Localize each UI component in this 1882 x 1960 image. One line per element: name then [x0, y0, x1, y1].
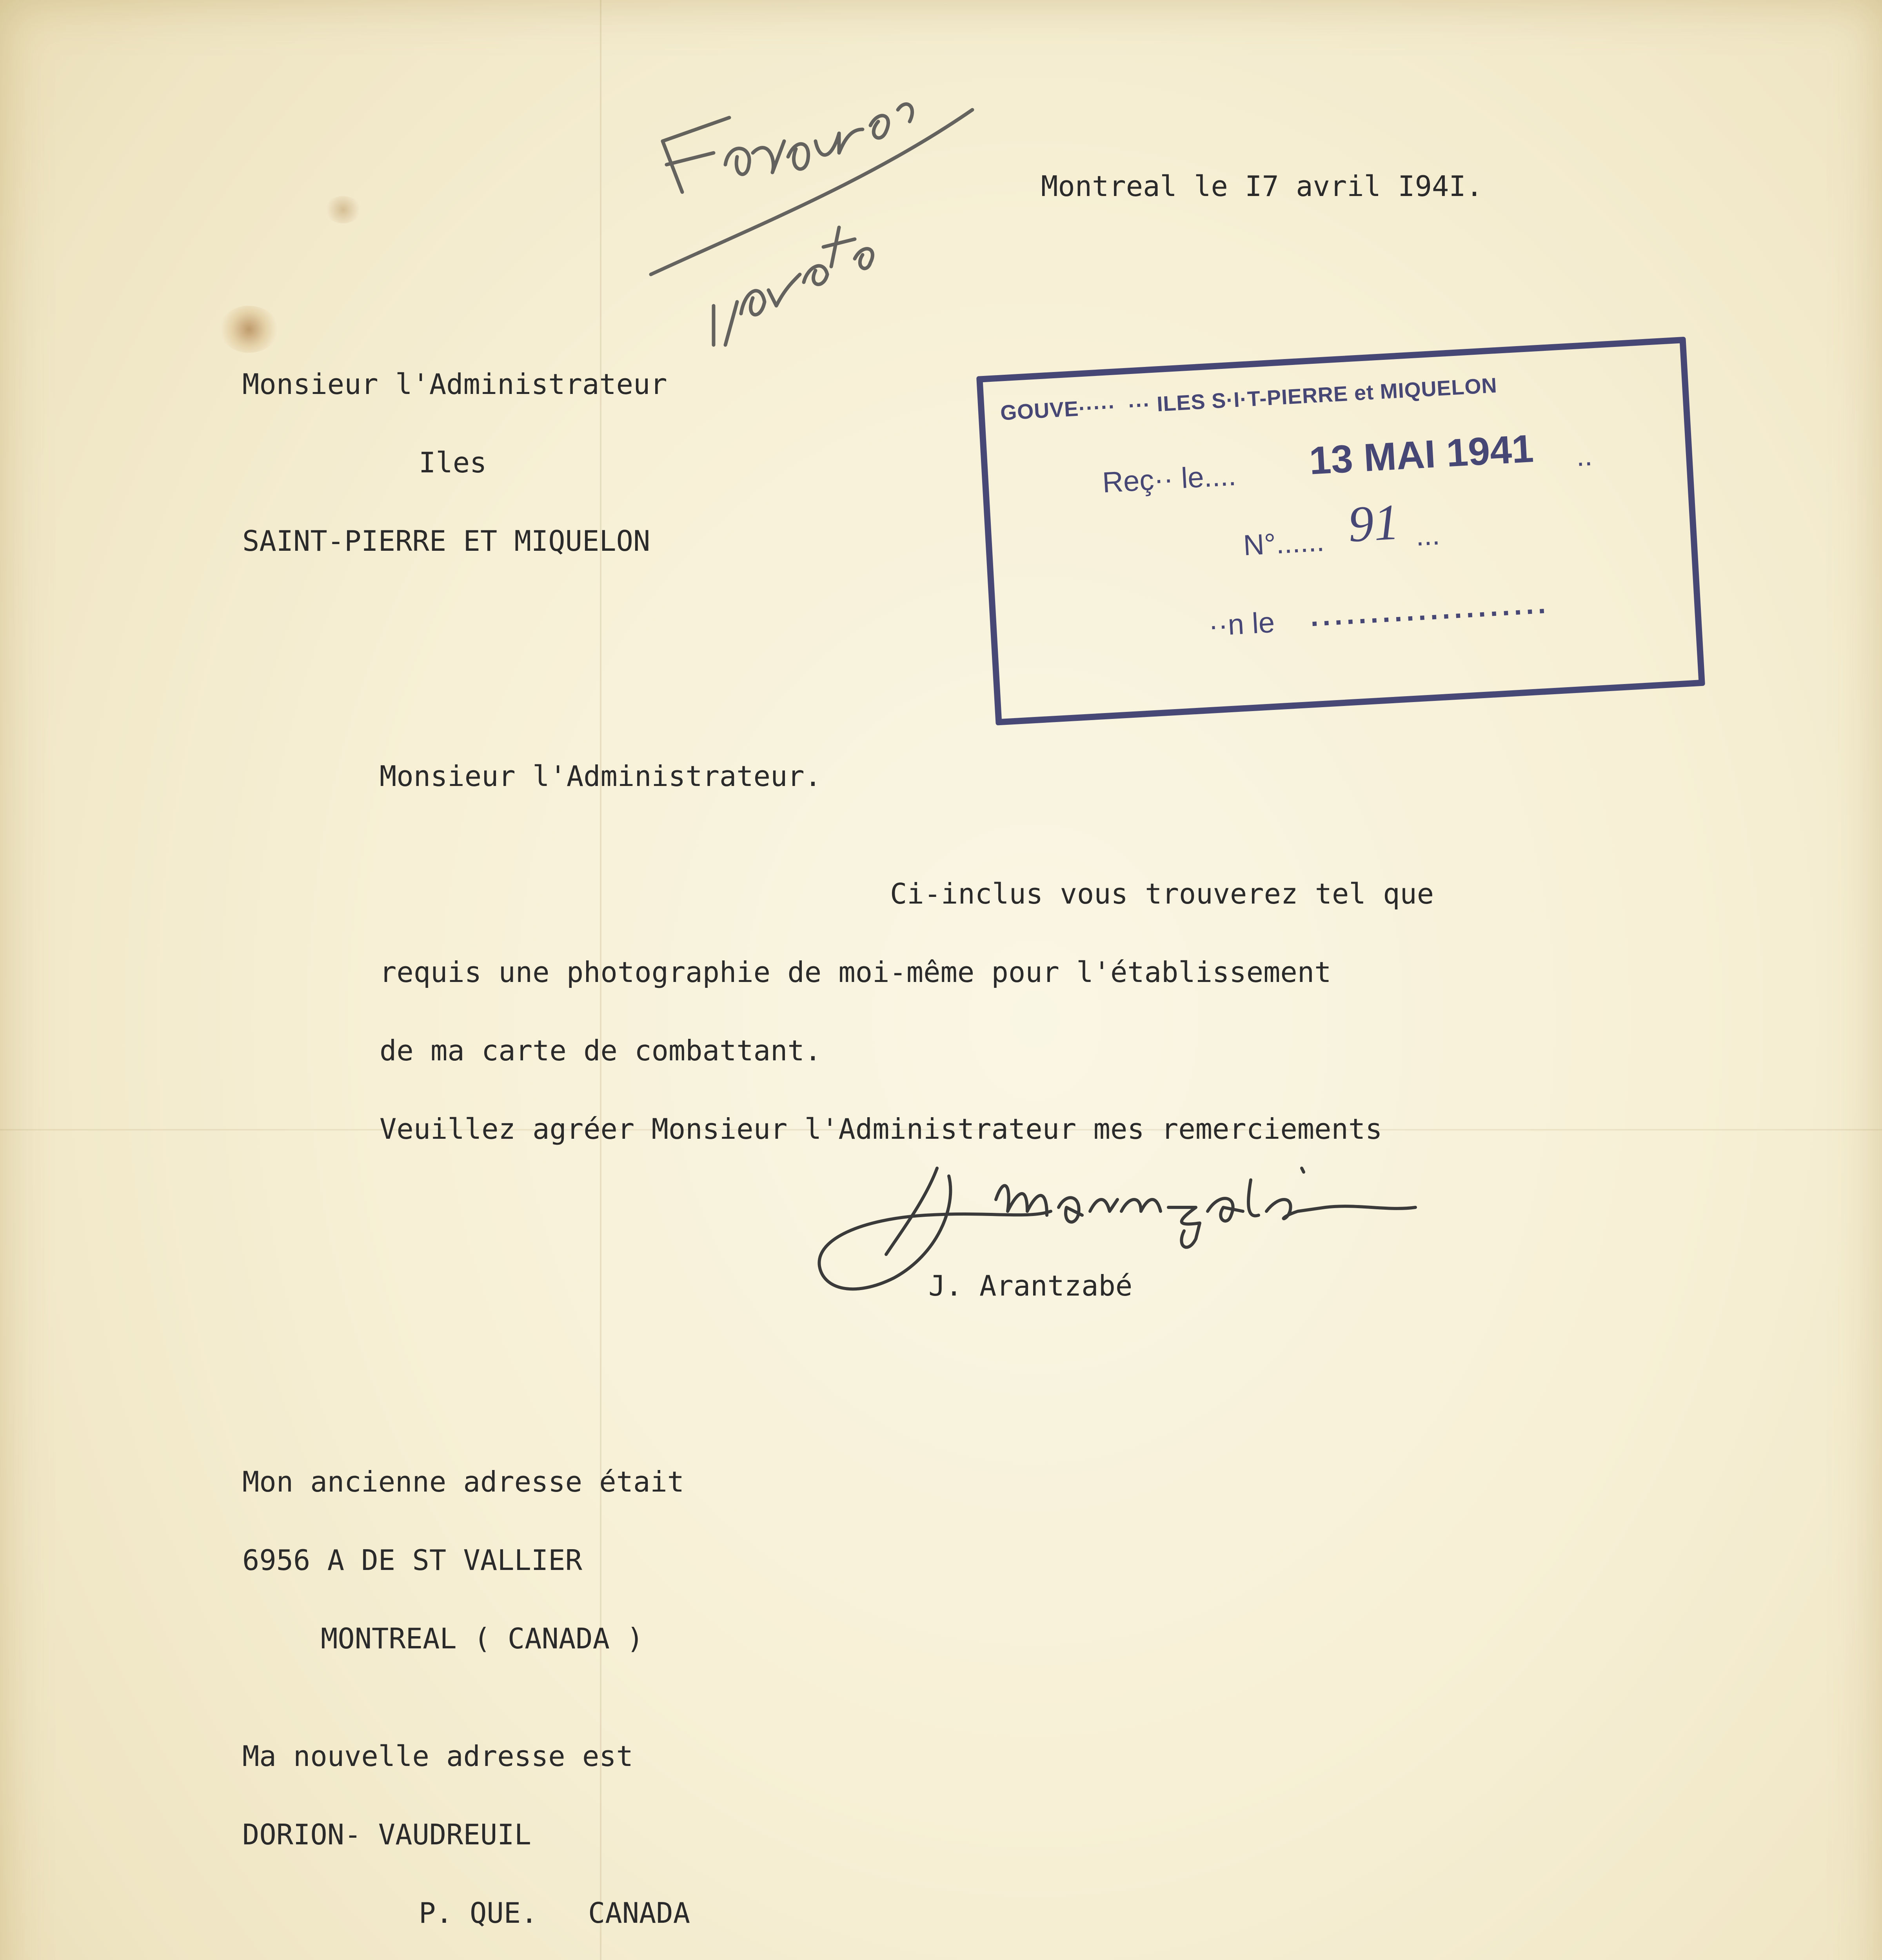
pencil-annotation	[635, 63, 988, 368]
stamp-answer-label: ··n le	[1208, 606, 1276, 642]
recipient-line1: Monsieur l'Administrateur	[242, 368, 667, 401]
new-address-province: P. QUE.	[419, 1896, 538, 1929]
old-address-city: MONTREAL ( CANADA )	[321, 1622, 644, 1655]
body-line3: de ma carte de combattant.	[380, 1034, 822, 1067]
stamp-number-trail: ...	[1415, 518, 1441, 552]
stamp-header: GOUVE····· ··· ILES S·I·T-PIERRE et MIQUELON	[999, 373, 1498, 425]
stamp-number-label: N°......	[1242, 524, 1325, 562]
reception-stamp	[976, 337, 1705, 726]
body-line1: Ci-inclus vous trouverez tel que	[890, 877, 1434, 910]
body-line2: requis une photographie de moi-même pour l'établissement	[380, 956, 1332, 989]
new-address-intro: Ma nouvelle adresse est	[242, 1740, 633, 1773]
stamp-received-trail: ..	[1575, 439, 1593, 472]
light-stain	[325, 196, 361, 223]
stamp-received-label: Reç·· le....	[1101, 459, 1237, 499]
stamp-number-value: 91	[1346, 494, 1401, 553]
recipient-line2: Iles	[419, 446, 487, 479]
salutation: Monsieur l'Administrateur.	[380, 760, 822, 793]
stamp-answer-dots: ....................	[1309, 586, 1551, 633]
new-address-town: DORION- VAUDREUIL	[242, 1818, 531, 1851]
letter-date: Montreal le I7 avril I94I.	[1041, 170, 1483, 203]
rust-stain	[220, 306, 278, 353]
stamp-received-date: 13 MAI 1941	[1308, 426, 1535, 483]
signature-printed: J. Arantzabé	[928, 1269, 1133, 1302]
recipient-line3: SAINT-PIERRE ET MIQUELON	[242, 524, 650, 557]
new-address-country: CANADA	[588, 1896, 690, 1929]
body-line4: Veuillez agréer Monsieur l'Administrateur mes remerciements	[380, 1112, 1382, 1145]
handwritten-signature	[808, 1152, 1482, 1325]
old-address-street: 6956 A DE ST VALLIER	[242, 1544, 582, 1577]
old-address-intro: Mon ancienne adresse était	[242, 1465, 685, 1498]
